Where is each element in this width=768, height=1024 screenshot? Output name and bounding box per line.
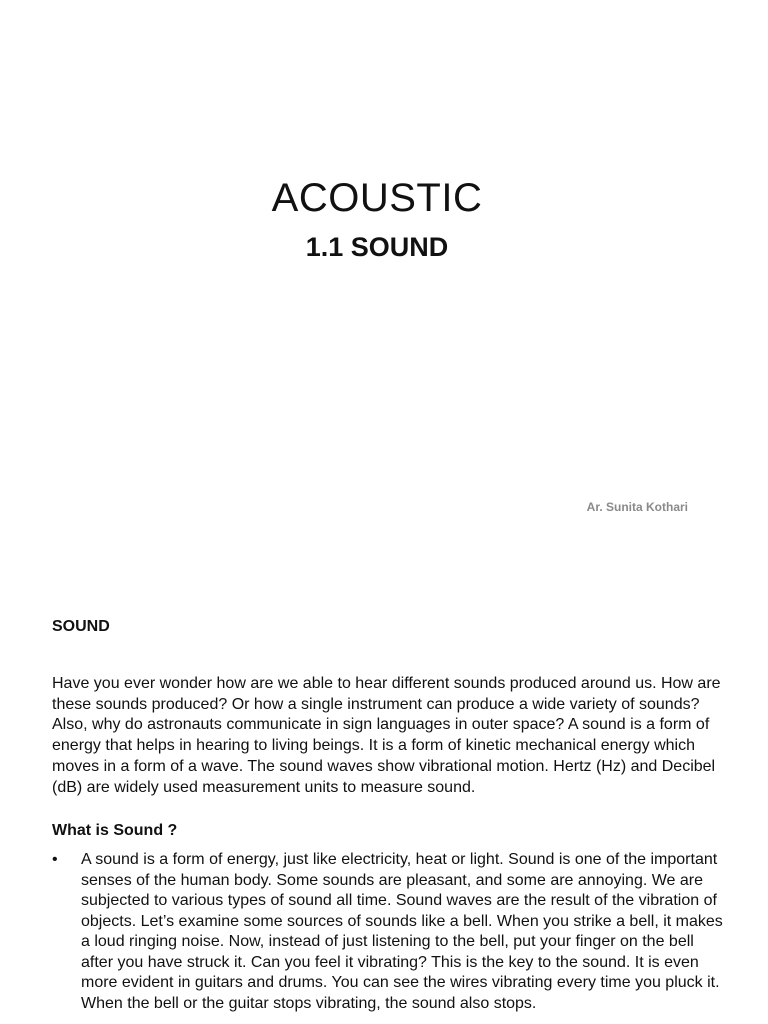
content-slide xyxy=(0,592,768,1024)
subheading-what-is-sound: What is Sound ? xyxy=(52,822,178,839)
author-name: Ar. Sunita Kothari xyxy=(586,500,688,514)
section-heading: SOUND xyxy=(52,618,110,635)
presentation-subtitle: 1.1 SOUND xyxy=(305,232,449,262)
intro-paragraph: Have you ever wonder how are we able to hear different sounds produced around us. How are these sounds produced? Or how a single instrument can produce a wide variety of sounds? Also, why do astronauts communicate in sign languages in outer space? A sound is a form of energy that helps in hearing to living beings. It is a form of kinetic mechanical energy which moves in a form of a wave. The sound waves show vibrational motion. Hertz (Hz) and Decibel (dB) are widely used measurement units to measure sound. xyxy=(52,675,721,796)
bullet-marker: • xyxy=(52,851,58,868)
presentation-title: ACOUSTIC xyxy=(271,176,483,220)
bullet-text: A sound is a form of energy, just like electricity, heat or light. Sound is one of the important senses of the human body. Some sounds are pleasant, and some are annoying. We are subjected to various types of sound all time. Sound waves are the result of the vibration of objects. Let’s examine some sources of sounds like a bell. When you strike a bell, it makes a loud ringing noise. Now, instead of just listening to the bell, put your finger on the bell after you have struck it. Can you feel it vibrating? This is the key to the sound. It is even more evident in guitars and drums. You can see the wires vibrating every time you pluck it. When the bell or the guitar stops vibrating, the sound also stops. xyxy=(81,851,723,1012)
